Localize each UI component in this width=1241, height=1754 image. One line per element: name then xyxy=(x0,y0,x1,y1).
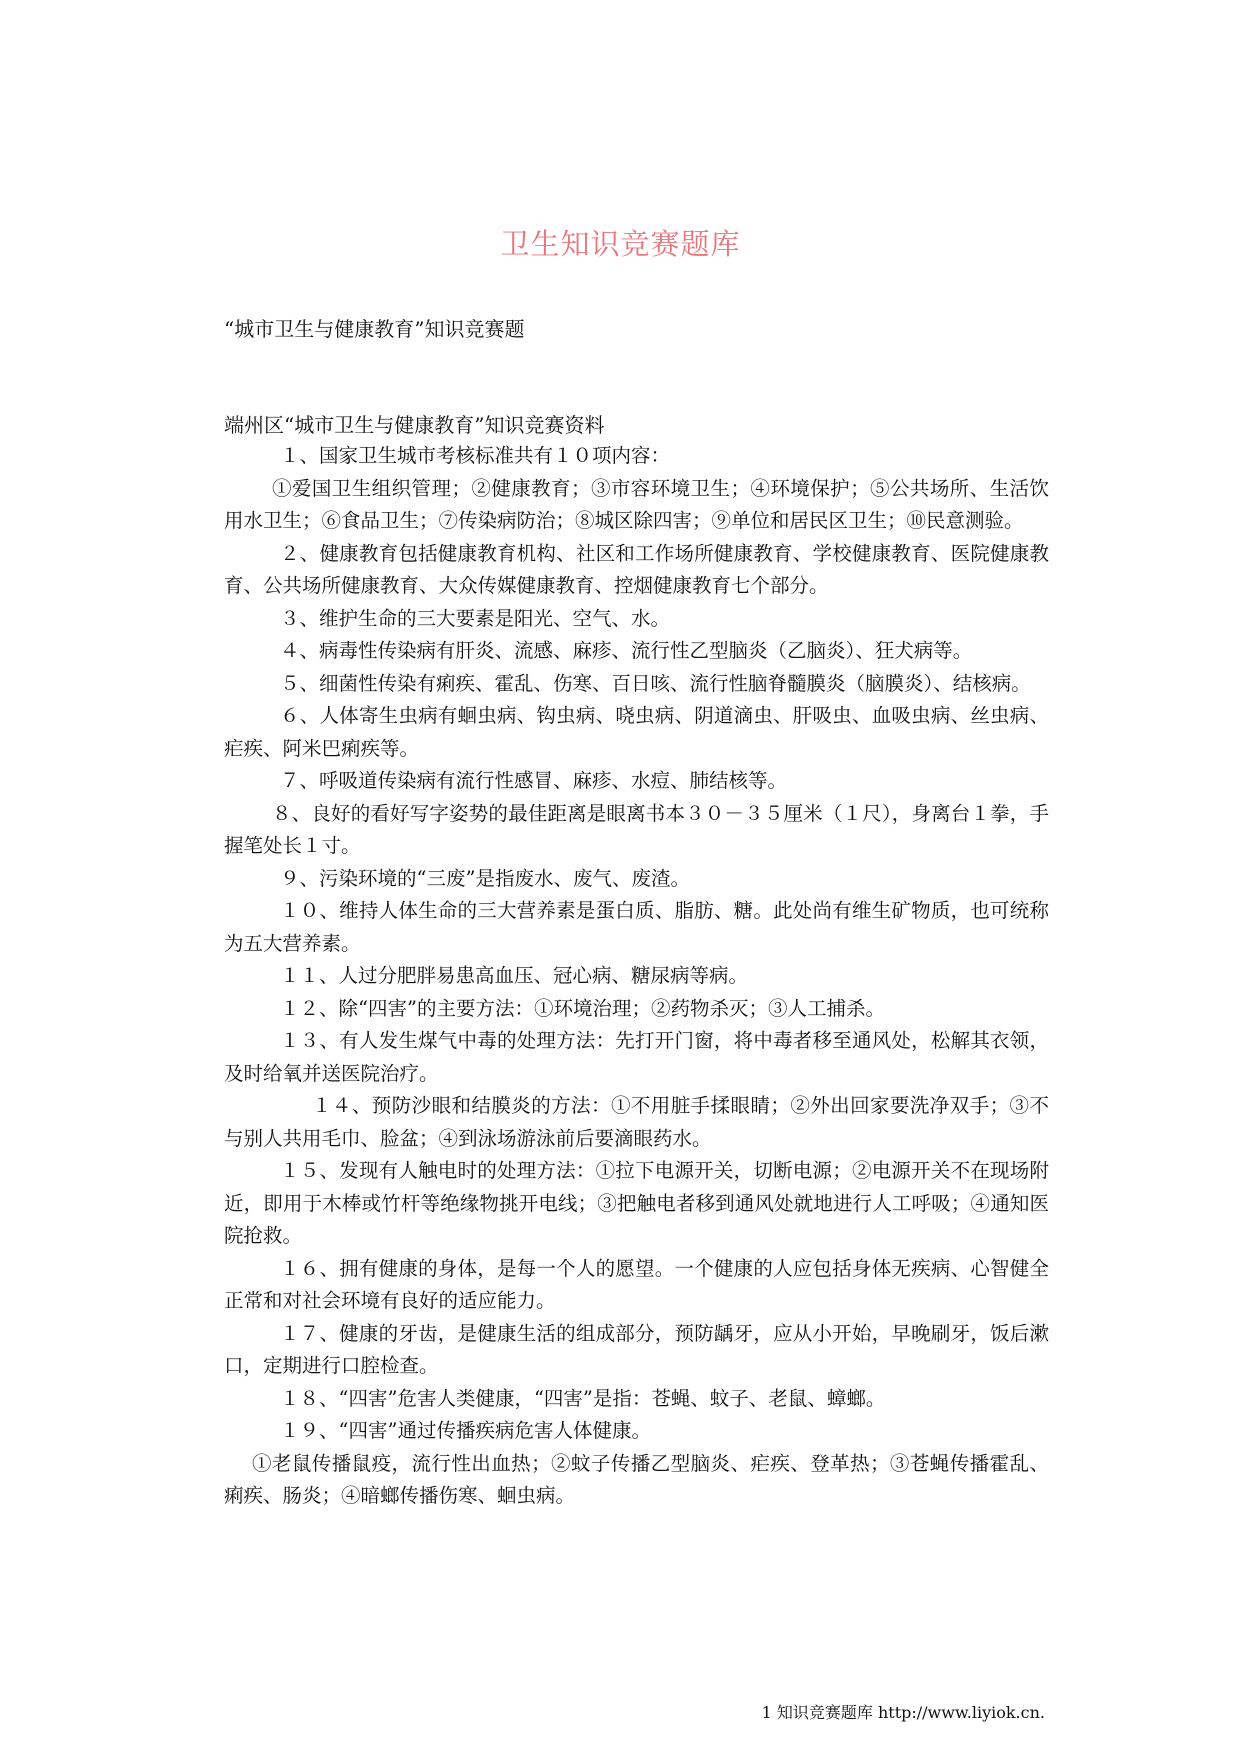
paragraph: １５、发现有人触电时的处理方法：①拉下电源开关，切断电源；②电源开关不在现场附近，即用于木棒或竹杆等绝缘物挑开电线；③把触电者移到通风处就地进行人工呼吸；④通知医院抢救。 xyxy=(224,1159,1049,1247)
page-footer: 1 知识竞赛题库 http://www.liyiok.cn. xyxy=(761,1703,1045,1722)
paragraph: １０、维持人体生命的三大营养素是蛋白质、脂肪、糖。此处尚有维生矿物质，也可统称为五大营养素。 xyxy=(224,899,1049,955)
paragraph: ４、病毒性传染病有肝炎、流感、麻疹、流行性乙型脑炎（乙脑炎）、狂犬病等。 xyxy=(280,639,973,662)
paragraph: ①爱国卫生组织管理；②健康教育；③市容环境卫生；④环境保护；⑤公共场所、生活饮用水卫生；⑥食品卫生；⑦传染病防治；⑧城区除四害；⑨单位和居民区卫生；⑩民意测验。 xyxy=(224,476,1049,532)
paragraph: １２、除“四害”的主要方法：①环境治理；②药物杀灭；③人工捕杀。 xyxy=(280,996,885,1020)
paragraph: １６、拥有健康的身体，是每一个人的愿望。一个健康的人应包括身体无疾病、心智健全正常和对社会环境有良好的适应能力。 xyxy=(224,1256,1049,1312)
paragraph: ６、人体寄生虫病有蛔虫病、钩虫病、哓虫病、阴道滴虫、肝吸虫、血吸虫病、丝虫病、疟疾、阿米巴痢疾等。 xyxy=(224,704,1049,760)
section-heading: 端州区“城市卫生与健康教育”知识竞赛资料 xyxy=(224,413,605,437)
document-body xyxy=(224,440,1049,1513)
paragraph: ７、呼吸道传染病有流行性感冒、麻疹、水痘、肺结核等。 xyxy=(280,769,788,792)
paragraph: ２、健康教育包括健康教育机构、社区和工作场所健康教育、学校健康教育、医院健康教育、公共场所健康教育、大众传媒健康教育、控烟健康教育七个部分。 xyxy=(224,541,1049,597)
page-title: 卫生知识竞赛题库 xyxy=(500,227,741,261)
paragraph: １１、人过分肥胖易患高血压、冠心病、糖尿病等病。 xyxy=(280,964,749,987)
paragraph: １４、预防沙眼和结膜炎的方法：①不用脏手揉眼睛；②外出回家要洗净双手；③不与别人共用毛巾、脸盆；④到泳场游泳前后要滴眼药水。 xyxy=(224,1094,1049,1150)
paragraph: ①老鼠传播鼠疫，流行性出血热；②蚊子传播乙型脑炎、疟疾、登革热；③苍蝇传播霍乱、痢疾、肠炎；④暗螂传播伤寒、蛔虫病。 xyxy=(224,1451,1049,1507)
paragraph: ３、维护生命的三大要素是阳光、空气、水。 xyxy=(280,606,671,630)
paragraph: １８、“四害”危害人类健康，“四害”是指：苍蝇、蚊子、老鼠、蟑螂。 xyxy=(280,1386,886,1410)
paragraph: １７、健康的牙齿，是健康生活的组成部分，预防龋牙，应从小开始，早晚刷牙，饭后漱口，定期进行口腔检查。 xyxy=(224,1321,1049,1377)
paragraph: ５、细菌性传染有痢疾、霍乱、伤寒、百日咳、流行性脑脊髓膜炎（脑膜炎）、结核病。 xyxy=(280,671,1031,695)
paragraph: ９、污染环境的“三废”是指废水、废气、废渣。 xyxy=(280,866,690,890)
paragraph: １９、“四害”通过传播疾病危害人体健康。 xyxy=(280,1419,651,1442)
paragraph: １３、有人发生煤气中毒的处理方法：先打开门窗，将中毒者移至通风处，松解其衣领，及时给氧并送医院治疗。 xyxy=(224,1029,1049,1085)
subtitle: “城市卫生与健康教育”知识竞赛题 xyxy=(224,317,525,341)
paragraph: １、国家卫生城市考核标准共有１０项内容： xyxy=(280,444,671,467)
paragraph: ８、良好的看好写字姿势的最佳距离是眼离书本３０－３５厘米（１尺），身离台１拳，手握笔处长１寸。 xyxy=(224,801,1049,857)
